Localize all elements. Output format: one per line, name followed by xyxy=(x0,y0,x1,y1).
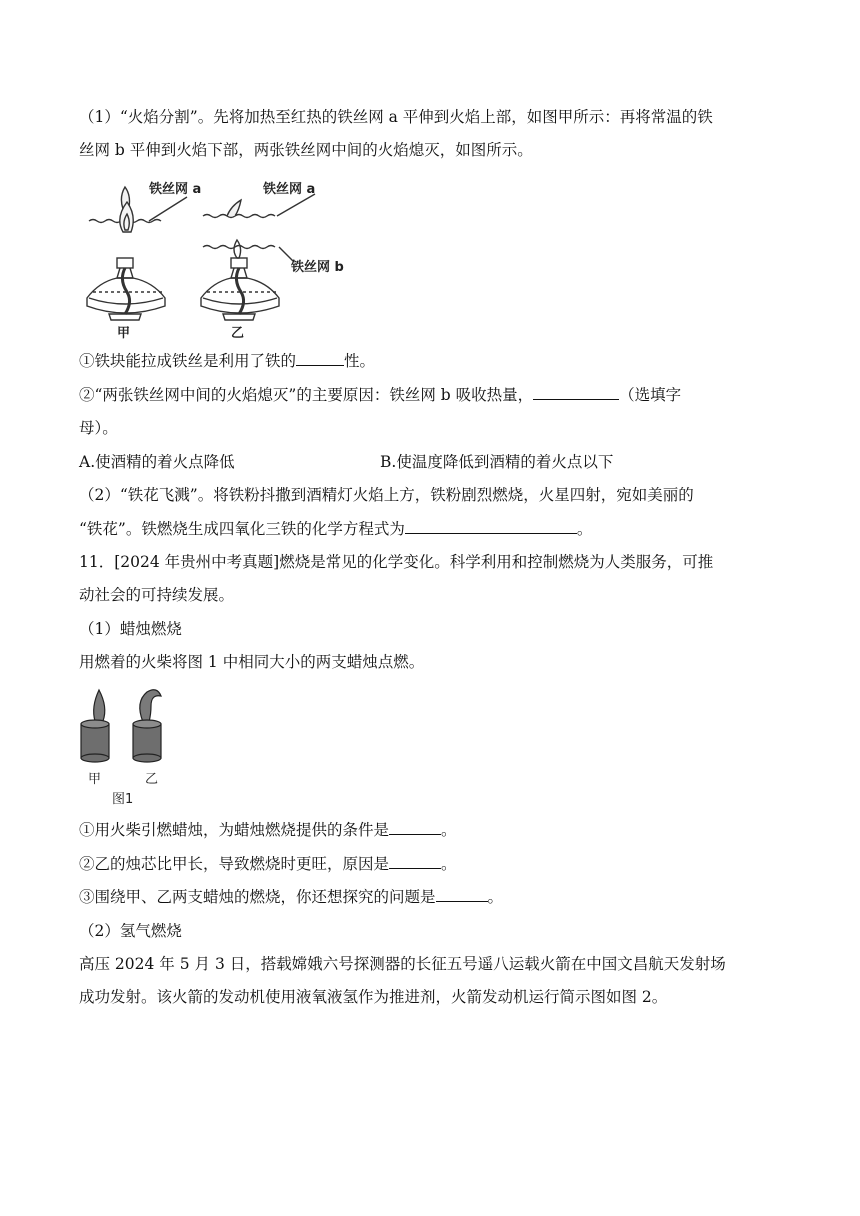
q11-sub2-line2: 成功发射。该火箭的发动机使用液氧液氢作为推进剂，火箭发动机运行简示图如图 2。 xyxy=(79,988,668,1006)
answer-blank[interactable] xyxy=(389,853,441,869)
q11-q2-text: ②乙的烛芯比甲长，导致燃烧时更旺，原因是 xyxy=(79,855,390,873)
q10-sub1-tail: 性。 xyxy=(344,352,376,370)
q10-sub2-line2: 母）。 xyxy=(79,419,118,437)
answer-blank[interactable] xyxy=(405,518,577,534)
q10-part2-text: “铁花”。铁燃烧生成四氧化三铁的化学方程式为 xyxy=(79,520,405,538)
candle-figure xyxy=(79,684,189,806)
candle-drawing xyxy=(79,684,189,764)
q11-sub2-line1: 高压 2024 年 5 月 3 日，搭载嫦娥六号探测器的长征五号遥八运载火箭在中国文昌航天发射场 xyxy=(79,955,726,973)
candle-caption-yi: 乙 xyxy=(145,772,159,787)
alcohol-lamp-figure xyxy=(79,172,379,344)
q11-q2-tail: 。 xyxy=(441,855,457,873)
q11-sub1-heading: （1）蜡烛燃烧 xyxy=(79,620,182,638)
caption-jia: 甲 xyxy=(117,326,131,341)
q11-line2: 动社会的可持续发展。 xyxy=(79,586,235,604)
q10-part2-line1: （2）“铁花飞溅”。将铁粉抖撒到酒精灯火焰上方，铁粉剧烈燃烧，火星四射，宛如美丽的 xyxy=(79,486,694,504)
q10-sub1-text: ①铁块能拉成铁丝是利用了铁的 xyxy=(79,352,297,370)
q11-sub1-q3 xyxy=(79,886,780,908)
q11-sub1-q1 xyxy=(79,819,780,841)
q11-q3-tail: 。 xyxy=(487,888,504,906)
caption-yi: 乙 xyxy=(231,326,245,341)
q10-part2-tail: 。 xyxy=(576,520,593,538)
label-wire-mesh-a-yi: 铁丝网 a xyxy=(263,182,316,197)
q10-part2-line2 xyxy=(79,518,780,540)
label-wire-mesh-b: 铁丝网 b xyxy=(291,260,344,275)
answer-blank[interactable] xyxy=(436,886,488,902)
q10-sub1 xyxy=(79,350,780,372)
q10-sub2-tail: （选填字 xyxy=(619,386,682,404)
label-wire-mesh-a-jia: 铁丝网 a xyxy=(149,182,202,197)
q11-sub1-q2 xyxy=(79,853,780,875)
answer-blank[interactable] xyxy=(296,350,344,366)
option-a: A.使酒精的着火点降低 xyxy=(79,453,235,471)
answer-blank[interactable] xyxy=(533,384,619,400)
q10-sub2-text: ②“两张铁丝网中间的火焰熄灭”的主要原因：铁丝网 b 吸收热量， xyxy=(79,386,534,404)
q11-sub1-text: 用燃着的火柴将图 1 中相同大小的两支蜡烛点燃。 xyxy=(79,653,425,671)
q10-sub2 xyxy=(79,384,780,406)
figure-1-caption: 图1 xyxy=(112,792,134,807)
option-b: B.使温度降低到酒精的着火点以下 xyxy=(380,453,614,471)
q11-sub2-heading: （2）氢气燃烧 xyxy=(79,922,182,940)
answer-blank[interactable] xyxy=(389,819,441,835)
q11-q3-text: ③围绕甲、乙两支蜡烛的燃烧，你还想探究的问题是 xyxy=(79,888,436,906)
q11-q1-tail: 。 xyxy=(441,821,457,839)
q11-q1-text: ①用火柴引燃蜡烛，为蜡烛燃烧提供的条件是 xyxy=(79,821,390,839)
q10-part1-line2: 丝网 b 平伸到火焰下部，两张铁丝网中间的火焰熄灭，如图所示。 xyxy=(79,141,533,159)
q11-line1: 11．[2024 年贵州中考真题]燃烧是常见的化学变化。科学利用和控制燃烧为人类服务，可推 xyxy=(79,553,714,571)
q10-part1-line1: （1）“火焰分割”。先将加热至红热的铁丝网 a 平伸到火焰上部，如图甲所示：再将常温的铁 xyxy=(79,108,713,126)
candle-caption-jia: 甲 xyxy=(88,772,102,787)
